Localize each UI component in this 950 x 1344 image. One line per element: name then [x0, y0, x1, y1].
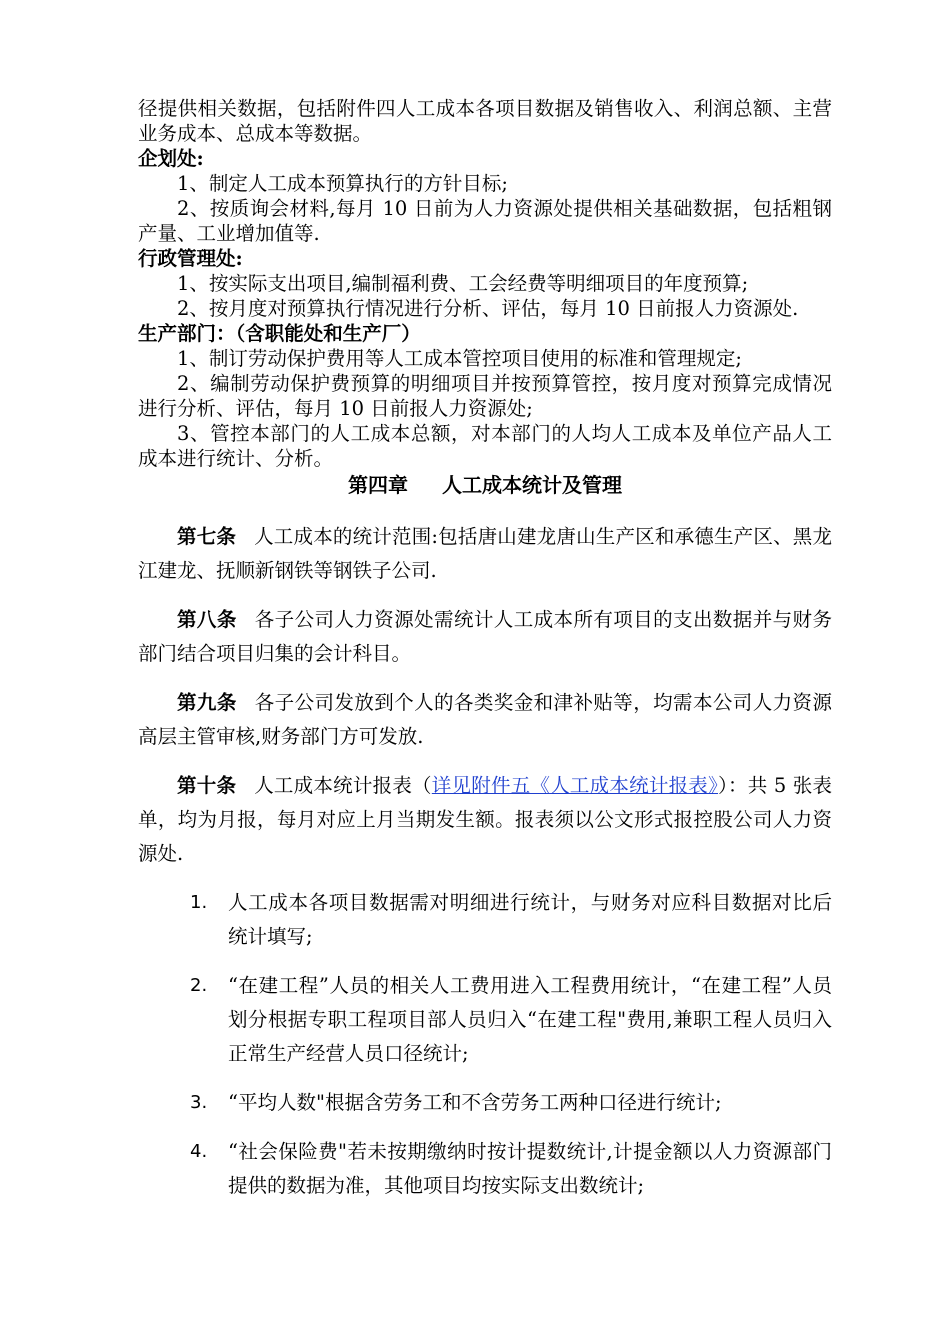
chapter-heading: [138, 472, 832, 508]
article-text: 人工成本的统计范围:包括唐山建龙唐山生产区和承德生产区、黑龙江建龙、抚顺新钢铁等钢铁子公司.: [138, 525, 832, 582]
list-text: 人工成本各项目数据需对明细进行统计，与财务对应科目数据对比后统计填写;: [228, 891, 832, 948]
production-item-2: 2、编制劳动保护费预算的明细项目并按预算管控，按月度对预算完成情况进行分析、评估，每月 10 日前报人力资源处;: [138, 372, 832, 420]
list-item: [138, 886, 832, 954]
list-text: “社会保险费"若未按期缴纳时按计提数统计,计提金额以人力资源部门提供的数据为准，其他项目均按实际支出数统计;: [228, 1140, 832, 1197]
article-number: 第十条: [177, 774, 237, 797]
list-number: 3.: [190, 1092, 208, 1113]
paragraph-continued: 径提供相关数据，包括附件四人工成本各项目数据及销售收入、利润总额、主营业务成本、总成本等数据。: [138, 97, 832, 145]
article-number: 第九条: [177, 691, 237, 714]
article-text-post: ）：共 5 张表单，均为月报，每月对应上月当期发生额。报表须以公文形式报控股公司人力资源处.: [138, 774, 832, 865]
article-text: 各子公司发放到个人的各类奖金和津补贴等，均需本公司人力资源高层主管审核,财务部门方可发放.: [138, 691, 832, 748]
article-number: 第七条: [177, 525, 237, 548]
document-page: [138, 96, 832, 1218]
list-item: [138, 1135, 832, 1203]
article-9: [138, 686, 832, 754]
article-text-pre: 人工成本统计报表（: [254, 774, 432, 797]
production-item-1: 1、制订劳动保护费用等人工成本管控项目使用的标准和管理规定;: [177, 347, 742, 370]
section-heading-planning: 企划处:: [138, 147, 204, 170]
list-item: [138, 1086, 832, 1120]
planning-item-2: 2、按质询会材料,每月 10 日前为人力资源处提供相关基础数据，包括粗钢产量、工业增加值等.: [138, 197, 832, 245]
list-number: 2.: [190, 975, 208, 996]
article-text: 各子公司人力资源处需统计人工成本所有项目的支出数据并与财务部门结合项目归集的会计科目。: [138, 608, 832, 665]
admin-item-1: 1、按实际支出项目,编制福利费、工会经费等明细项目的年度预算;: [177, 272, 749, 295]
chapter-number: 第四章: [348, 473, 408, 497]
article-10: [138, 769, 832, 871]
article-number: 第八条: [177, 608, 237, 631]
appendix-link[interactable]: 详见附件五《人工成本统计报表》: [431, 774, 719, 797]
article-7: [138, 520, 832, 588]
list-text: “平均人数"根据含劳务工和不含劳务工两种口径进行统计;: [228, 1091, 722, 1114]
statistics-rules-list: [138, 886, 832, 1203]
production-item-3: 3、管控本部门的人工成本总额，对本部门的人均人工成本及单位产品人工成本进行统计、分析。: [138, 422, 832, 470]
planning-item-1: 1、制定人工成本预算执行的方针目标;: [177, 172, 508, 195]
responsibility-section: [138, 96, 832, 471]
admin-item-2: 2、按月度对预算执行情况进行分析、评估，每月 10 日前报人力资源处.: [177, 297, 799, 320]
section-heading-production: 生产部门：（含职能处和生产厂）: [138, 322, 421, 345]
articles-section: [138, 520, 832, 1203]
chapter-title: 人工成本统计及管理: [442, 473, 622, 497]
list-number: 1.: [190, 892, 208, 913]
list-number: 4.: [190, 1141, 208, 1162]
list-item: [138, 969, 832, 1071]
list-text: “在建工程”人员的相关人工费用进入工程费用统计，“在建工程”人员划分根据专职工程项目部人员归入“在建工程"费用,兼职工程人员归入正常生产经营人员口径统计;: [228, 974, 832, 1065]
article-8: [138, 603, 832, 671]
section-heading-admin: 行政管理处:: [138, 247, 243, 270]
